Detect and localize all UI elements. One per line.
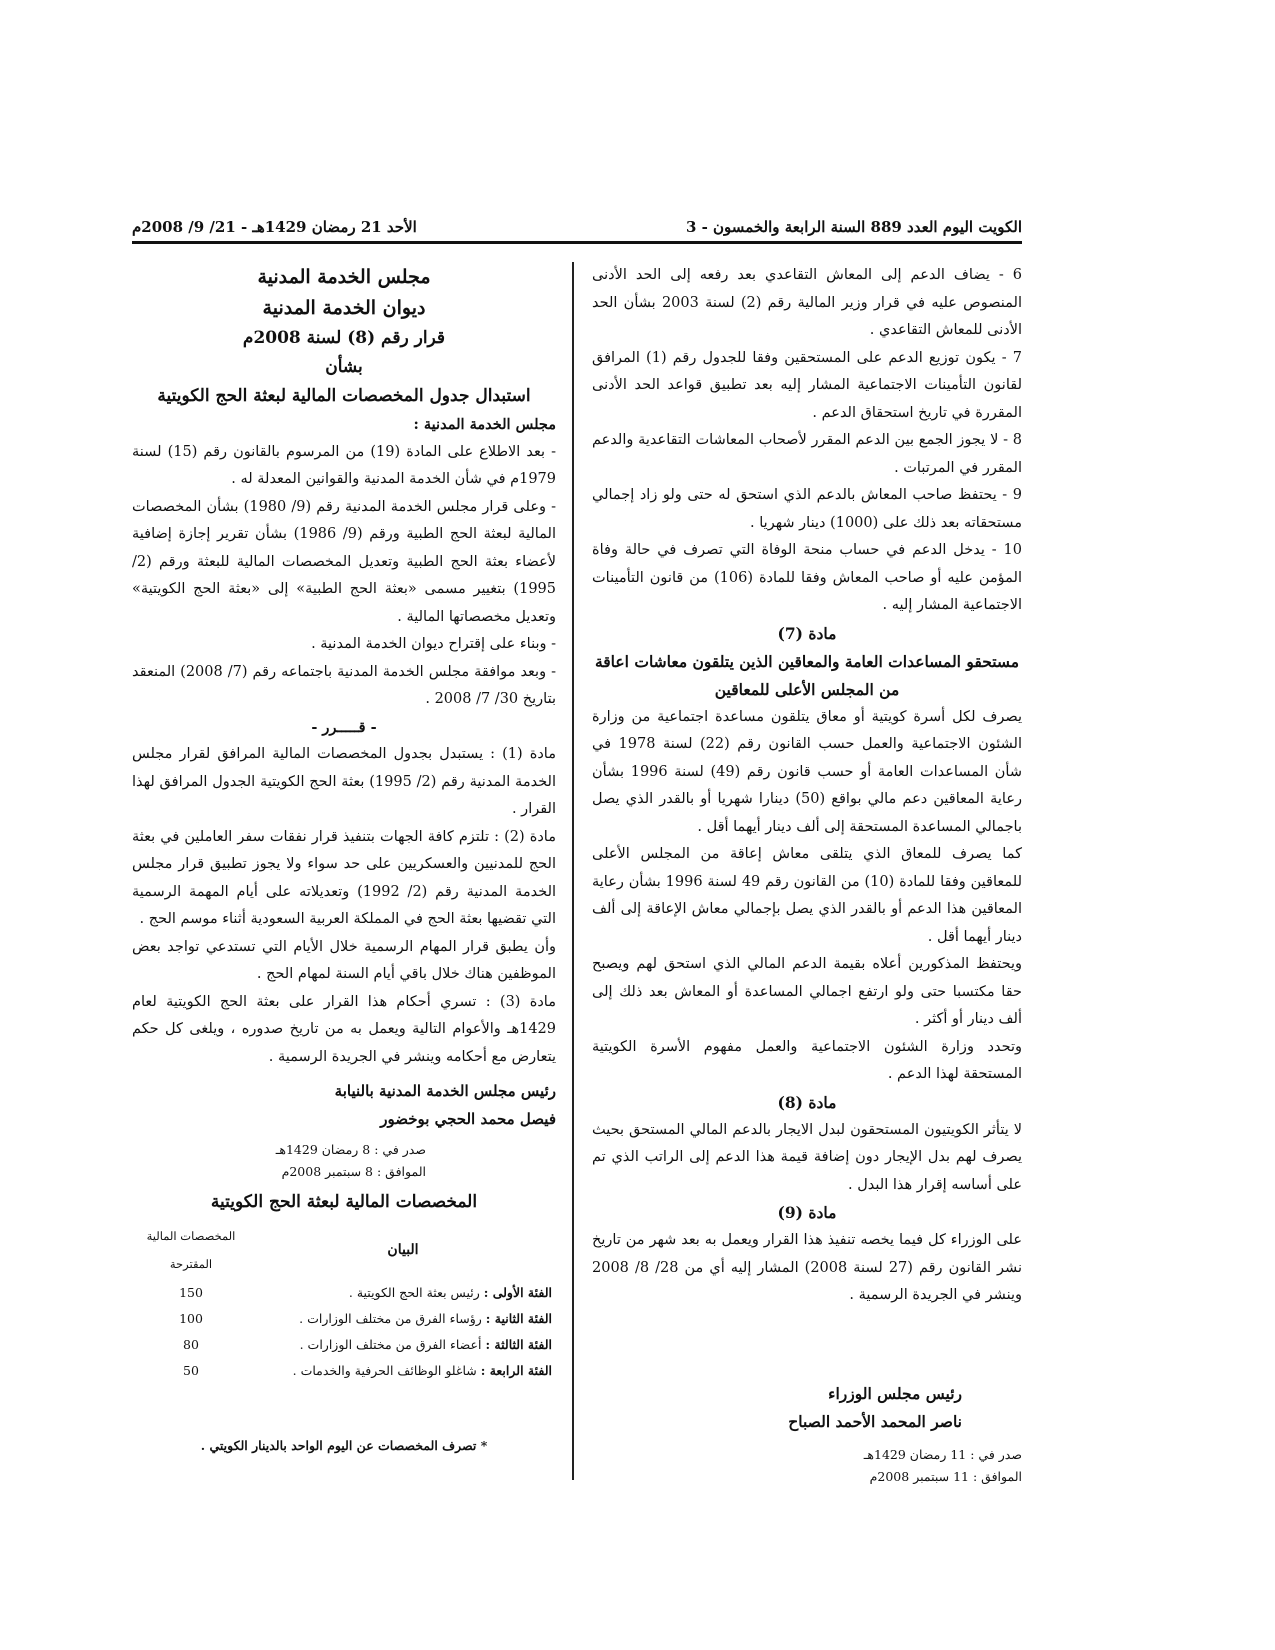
right-column [592, 262, 1022, 1488]
article-2-b: وأن يطبق قرار المهام الرسمية خلال الأيام التي تستدعي تواجد بعض الموظفين هناك خلال باقي أيام السنة لمهام الحج . [132, 938, 556, 982]
article-8-heading: مادة (8) [777, 1092, 837, 1112]
preamble-2: - وعلى قرار مجلس الخدمة المدنية رقم (9/ 1980) بشأن المخصصات المالية لبعثة الحج الطبية ورقم (9/ 1986) بشأن تقرير إجازة إضافية لأعضاء بعثة الحج الطبية وتعديل المخصصات المالية للبعثة ورقم (2/ 1995) بتغيير مسمى «بعثة الحج الطبية» إلى «بعثة الحج الكويتية» وتعديل مخصصاتها المالية . [132, 498, 556, 625]
pm-issue-dates [592, 1444, 1022, 1488]
decision-number: قرار رقم (8) لسنة 2008م [242, 328, 446, 348]
row-category: الفئة الثانية : [485, 1311, 552, 1326]
article-7-para-3: ويحتفظ المذكورين أعلاه بقيمة الدعم المالي الذي استحق لهم ويصبح حقا مكتسبا حتى ولو ارتفع اجمالي المساعدة أو المعاش بعد ذلك إلى ألف دينار أو أكثر . [592, 956, 1022, 1027]
article-9-heading: مادة (9) [777, 1203, 837, 1222]
item-7: 7 - يكون توزيع الدعم على المستحقين وفقا للجدول رقم (1) المرافق لقانون التأمينات الاجتماعية المشار إليه بعد تطبيق قواعد الحد الأدنى المقررة في تاريخ استحقاق الدعم . [592, 349, 1022, 421]
table-row [132, 1306, 556, 1332]
row-value: 80 [183, 1337, 199, 1352]
decision-subject: استبدال جدول المخصصات المالية لبعثة الحج الكويتية [157, 386, 531, 406]
pm-issued-date: صدر في : 11 رمضان 1429هـ [863, 1446, 1022, 1462]
article-1: مادة (1) : يستبدل بجدول المخصصات المالية المرافق لقرار مجلس الخدمة المدنية رقم (2/ 1995) بعثة الحج الكويتية الجدول المرافق لهذا القرار . [132, 746, 557, 817]
item-9: 9 - يحتفظ صاحب المعاش بالدعم الذي استحق له حتى ولو زاد إجمالي مستحقاته بعد ذلك على (1000) دينار شهريا . [592, 487, 1022, 531]
row-value: 150 [179, 1285, 203, 1300]
article-7-para-2: كما يصرف للمعاق الذي يتلقى معاش إعاقة من المجلس الأعلى للمعاقين وفقا للمادة (10) من القانون رقم 49 لسنة 1996 بشأن رعاية المعاقين هذا الدعم أو بالقدر الذي يصل بإجمالي معاش الإعاقة إلى ألف دينار أيهما أقل . [592, 846, 1022, 945]
decided-heading: - قـــــرر - [311, 718, 377, 736]
article-8-para: لا يتأثر الكويتيون المستحقون لبدل الايجار بالدعم المالي المستحق بحيث يصرف لهم بدل الإيجار دون إضافة قيمة هذا الدعم إلى الراتب الذي تم على أساسه إقرار هذا البدل . [592, 1121, 1022, 1193]
council-signature-name: فيصل محمد الحجي بوخضور [380, 1110, 556, 1128]
row-category: الفئة الثالثة : [485, 1337, 552, 1352]
article-7-heading: مادة (7) [777, 623, 837, 643]
allowance-table [132, 1221, 556, 1384]
row-category: الفئة الرابعة : [480, 1363, 552, 1378]
preamble-3: - وبناء على إقتراح ديوان الخدمة المدنية . [311, 636, 556, 652]
decision-regarding: بشأن [325, 357, 363, 377]
table-footnote: * تصرف المخصصات عن اليوم الواحد بالدينار الكويتي . [200, 1438, 488, 1453]
preamble-1: - بعد الاطلاع على المادة (19) من المرسوم بالقانون رقم (15) لسنة 1979م في شأن الخدمة المدنية والقوانين المعدلة له . [132, 443, 556, 487]
council-issue-dates [132, 1139, 426, 1183]
preamble-4: - وبعد موافقة مجلس الخدمة المدنية باجتماعه رقم (7/ 2008) المنعقد بتاريخ 30/ 7/ 2008 . [132, 663, 556, 707]
row-value: 50 [183, 1363, 199, 1378]
article-7-title: مستحقو المساعدات العامة والمعاقين الذين يتلقون معاشات اعاقة من المجلس الأعلى للمعاقين [594, 651, 1020, 699]
header-issue-info: الكويت اليوم العدد 889 السنة الرابعة والخمسون - 3 [685, 218, 1022, 236]
row-description: رئيس بعثة الحج الكويتية . [348, 1285, 480, 1300]
row-value: 100 [179, 1311, 203, 1326]
row-description: رؤساء الفرق من مختلف الوزارات . [299, 1311, 482, 1326]
header-date: الأحد 21 رمضان 1429هـ - 21/ 9/ 2008م [132, 218, 417, 236]
article-9-para: على الوزراء كل فيما يخصه تنفيذ هذا القرار ويعمل به بعد شهر من تاريخ نشر القانون رقم (27 لسنة 2008) المشار إليه أي من 28/ 8/ 2008 وينشر في الجريدة الرسمية . [592, 1232, 1022, 1303]
article-2: مادة (2) : تلتزم كافة الجهات بتنفيذ قرار نفقات سفر العاملين في بعثة الحج للمدنيين والعسكريين على حد سواء ولا يجوز تطبيق قرار مجلس الخدمة المدنية رقم (2/ 1992) وتعديلاته على أيام المهمة الرسمية التي تقضيها بعثة الحج في المملكة العربية السعودية أثناء موسم الحج . [132, 828, 557, 927]
row-description: أعضاء الفرق من مختلف الوزارات . [299, 1337, 482, 1352]
row-description: شاغلو الوظائف الحرفية والخدمات . [292, 1363, 477, 1378]
column-divider [572, 262, 574, 1480]
page-header [132, 208, 1022, 236]
item-8: 8 - لا يجوز الجمع بين الدعم المقرر لأصحاب المعاشات التقاعدية والدعم المقرر في المرتبات . [592, 432, 1022, 476]
pm-signature [592, 1380, 962, 1436]
council-title: مجلس الخدمة المدنية [257, 266, 431, 288]
council-signature-title: رئيس مجلس الخدمة المدنية بالنيابة [334, 1082, 556, 1100]
allowance-table-header [132, 1221, 556, 1280]
header-allowance: المخصصات المالية المقترحة [146, 1229, 236, 1271]
article-3: مادة (3) : تسري أحكام هذا القرار على بعثة الحج الكويتية لعام 1429هـ والأعوام التالية ويعمل به من تاريخ صدوره ، ويلغى كل حكم يتعارض مع أحكامه وينشر في الجريدة الرسمية . [132, 993, 556, 1065]
item-10: 10 - يدخل الدعم في حساب منحة الوفاة التي تصرف في حالة وفاة المؤمن عليه أو صاحب المعاش وفقا للمادة (106) من قانون التأمينات الاجتماعية المشار إليه . [592, 542, 1023, 613]
header-statement: البيان [387, 1241, 419, 1258]
article-7-para-1: يصرف لكل أسرة كويتية أو معاق يتلقون مساعدة اجتماعية من وزارة الشئون الاجتماعية والعمل حسب القانون رقم (22) لسنة 1978 في شأن المساعدات العامة أو حسب قانون رقم (49) لسنة 1996 بشأن رعاية المعاقين دعم مالي بواقع (50) دينارا شهريا أو بالقدر الذي يصل باجمالي المساعدة المستحقة إلى ألف دينار أيهما أقل . [592, 708, 1022, 835]
allowance-table-title: المخصصات المالية لبعثة الحج الكويتية [210, 1192, 478, 1212]
table-row [132, 1358, 556, 1384]
council-intro: مجلس الخدمة المدنية : [413, 416, 556, 433]
pm-signature-name: ناصر المحمد الأحمد الصباح [788, 1411, 962, 1431]
row-category: الفئة الأولى : [483, 1285, 552, 1300]
article-7-para-4: وتحدد وزارة الشئون الاجتماعية والعمل مفهوم الأسرة الكويتية المستحقة لهذا الدعم . [592, 1038, 1022, 1082]
table-row [132, 1332, 556, 1358]
pm-signature-title: رئيس مجلس الوزراء [828, 1383, 962, 1403]
pm-corresponding-date: الموافق : 11 سبتمبر 2008م [869, 1468, 1022, 1484]
council-issued-date: صدر في : 8 رمضان 1429هـ [275, 1142, 426, 1157]
left-column [132, 262, 556, 1460]
bureau-title: ديوان الخدمة المدنية [262, 297, 426, 319]
item-6: 6 - يضاف الدعم إلى المعاش التقاعدي بعد رفعه إلى الحد الأدنى المنصوص عليه في قرار وزير المالية رقم (2) لسنة 2003 بشأن الحد الأدنى للمعاش التقاعدي . [592, 267, 1022, 338]
council-signature [132, 1077, 556, 1133]
council-corresponding-date: الموافق : 8 سبتمبر 2008م [281, 1164, 426, 1179]
header-rule [132, 241, 1022, 244]
table-row [132, 1280, 556, 1306]
